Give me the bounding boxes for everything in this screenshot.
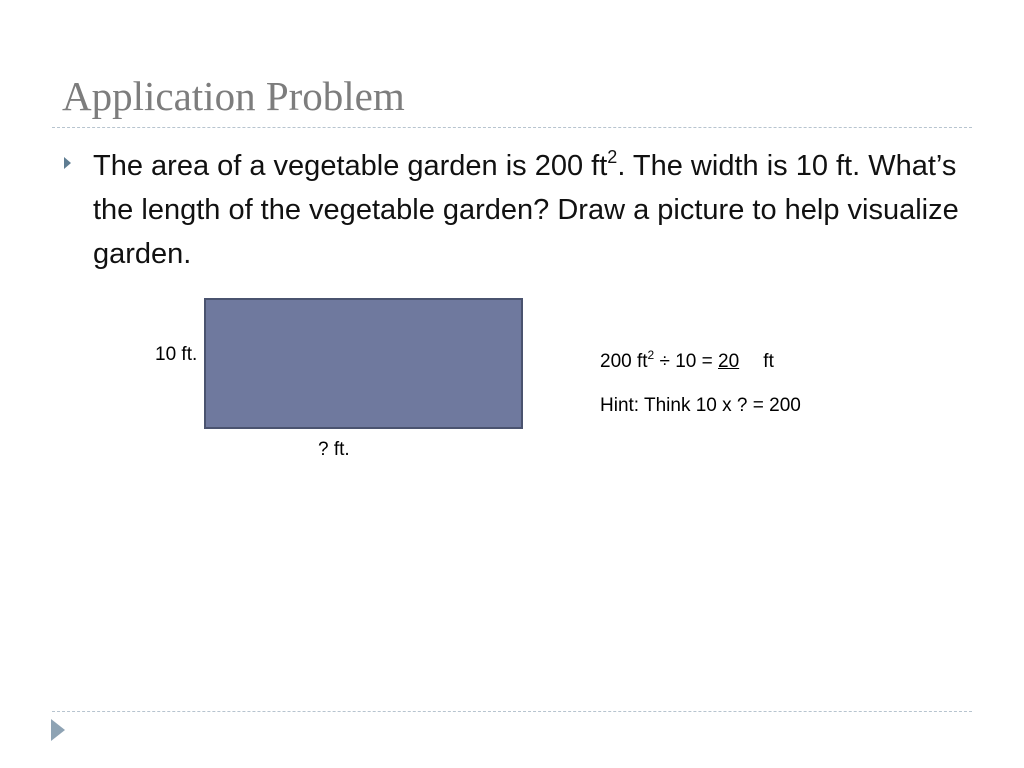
equation [600, 348, 774, 373]
hint-text: Hint: Think 10 x ? = 200 [600, 395, 801, 416]
length-label: ? ft. [318, 439, 350, 460]
equation-unit: ft [758, 351, 774, 372]
equation-lhs-superscript: 2 [647, 348, 655, 362]
width-label: 10 ft. [155, 344, 198, 365]
equation-lhs: 200 ft [600, 351, 648, 372]
problem-text-superscript: 2 [607, 147, 618, 167]
slide-title: Application Problem [62, 73, 405, 119]
problem-text-start: The area of a vegetable garden is 200 ft [93, 150, 608, 182]
bullet-arrow-icon [64, 157, 71, 169]
equation-answer: 20 [718, 351, 740, 372]
problem-text-end: . The width is 10 ft. What’s the length of the vegetable garden? Draw a picture to help visualize garden. [93, 150, 959, 270]
problem-text [93, 144, 963, 276]
footer-divider [52, 711, 972, 712]
equation-operator: ÷ 10 = [654, 351, 719, 372]
garden-rectangle [204, 298, 523, 429]
slide-nav-arrow-icon[interactable] [51, 719, 65, 741]
title-divider [52, 127, 972, 128]
